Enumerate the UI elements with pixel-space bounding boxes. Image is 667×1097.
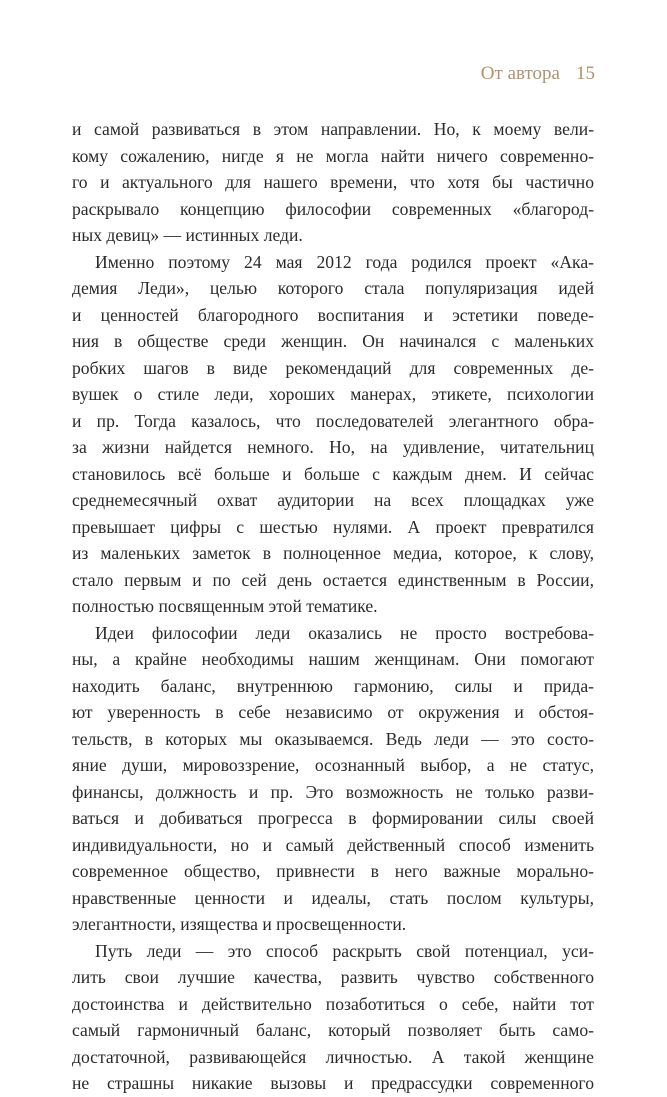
text-line: достаточной, развивающейся личностью. А такой женщине [72, 1046, 594, 1067]
text-line: кому сожалению, нигде я не могла найти ничего современно- [72, 145, 594, 166]
text-line: вушек о стиле леди, хороших манерах, этикете, психологии [72, 384, 594, 404]
text-line: тельств, в которых мы оказываемся. Ведь леди — это состо- [72, 728, 594, 749]
text-line: ют уверенность в себе независимо от окружения и обстоя- [72, 702, 594, 722]
text-line: демия Леди», целью которого стала популяризация идей [72, 278, 594, 298]
text-line: финансы, должность и пр. Это возможность не только разви- [72, 781, 594, 802]
text-line: и ценностей благородного воспитания и эстетики поведе- [72, 304, 594, 325]
text-line: среднемесячный охват аудитории на всех площадках уже [72, 490, 594, 510]
text-line: и самой развиваться в этом направлении. Но, к моему вели- [72, 119, 594, 139]
text-line: нравственные ценности и идеалы, стать послом культуры, [72, 887, 594, 908]
text-line: за жизни найдется немного. Но, на удивление, читательниц [72, 437, 594, 457]
text-line: стало первым и по сей день остается единственным в России, [72, 569, 594, 590]
text-line: становилось всё больше и больше с каждым днем. И сейчас [72, 463, 594, 484]
text-line: ны, а крайне необходимы нашим женщинам. Они помогают [72, 649, 594, 669]
text-line: превышает цифры с шестью нулями. А проект превратился [72, 516, 594, 537]
text-line: не страшны никакие вызовы и предрассудки современного [72, 1073, 594, 1093]
paragraph-first-line: Путь леди — это способ раскрыть свой потенциал, уси- [95, 940, 594, 961]
paragraph-first-line: Именно поэтому 24 мая 2012 года родился проект «Ака- [95, 251, 594, 272]
text-line: индивидуальности, но и самый действенный способ изменить [72, 834, 594, 855]
text-line: лить свои лучшие качества, развить чувство собственного [72, 967, 594, 987]
paragraph-last-line: элегантности, изящества и просвещенности. [72, 914, 407, 934]
text-line: ваться и добиваться прогресса в формировании силы своей [72, 808, 594, 828]
paragraph-last-line: полностью посвященным этой тематике. [72, 596, 378, 616]
text-line: робких шагов в виде рекомендаций для современных де- [72, 357, 594, 378]
page-number: 15 [576, 63, 595, 84]
text-line: го и актуального для нашего времени, что хотя бы частично [72, 172, 594, 192]
paragraph-first-line: Идеи философии леди оказались не просто востребова- [95, 622, 594, 643]
body-text [72, 116, 594, 1097]
text-line: яние души, мировоззрение, осознанный выбор, а не статус, [72, 755, 594, 775]
text-line: самый гармоничный баланс, который позволяет быть само- [72, 1020, 594, 1040]
paragraph-last-line: ных девиц» — истинных леди. [72, 225, 303, 245]
text-line: раскрывало концепцию философии современных «благород- [72, 198, 594, 219]
text-line: находить баланс, внутреннюю гармонию, силы и прида- [72, 675, 594, 696]
section-title: От автора [480, 63, 560, 84]
text-line: и пр. Тогда казалось, что последователей элегантного обра- [72, 410, 594, 431]
running-head [481, 63, 595, 85]
text-line: достоинства и действительно позаботиться о себе, найти тот [72, 993, 594, 1014]
text-line: из маленьких заметок в полноценное медиа, которое, к слову, [72, 543, 594, 563]
text-line: современное общество, привнести в него важные морально- [72, 861, 594, 881]
text-line: ния в обществе среди женщин. Он начинался с маленьких [72, 331, 594, 351]
